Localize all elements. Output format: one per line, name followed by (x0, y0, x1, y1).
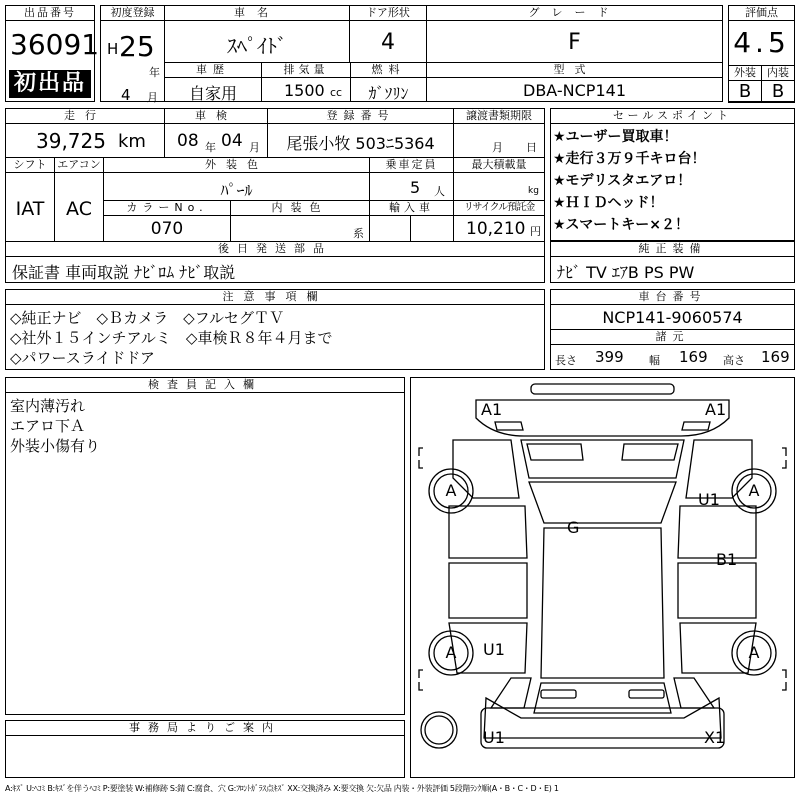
ac-cell (54, 157, 104, 242)
load-cell (453, 157, 545, 201)
ac-value: AC (66, 198, 92, 220)
era: H (107, 40, 119, 58)
sales-point-item: ★モデリスタエアロ！ (553, 173, 692, 189)
height-value: 169 (761, 348, 790, 366)
fuel-label: 燃料 (350, 62, 427, 78)
displacement-value: 1500 (284, 81, 325, 100)
fuel-value: ｶﾞｿﾘﾝ (368, 84, 409, 103)
door-block (349, 5, 427, 63)
score-value: 4.5 (733, 26, 790, 59)
inspection-month: 04 (221, 131, 243, 151)
registration-cell (267, 108, 454, 158)
length-value: 399 (595, 348, 624, 366)
model-value: DBA-NCP141 (523, 81, 626, 100)
inspector-line: エアロ下Ａ (10, 417, 86, 435)
import-subcell (410, 215, 454, 242)
capacity-label: 乗車定員 (369, 157, 454, 173)
width-label: 幅 (649, 354, 660, 367)
shift-cell (5, 157, 55, 242)
sales-points-block (550, 108, 795, 241)
sales-points-title: セールスポイント (550, 108, 795, 124)
inspection-year-unit: 年 (205, 141, 216, 154)
recycle-unit: 円 (530, 225, 541, 238)
score-block (728, 5, 795, 102)
door-label: ドア形状 (349, 5, 427, 21)
later-parts-value: 保証書 車両取説 ﾅﾋﾞﾛﾑ ﾅﾋﾞ取説 (12, 263, 236, 282)
footer-legend: A:ｷｽﾞ U:ﾍｺﾐ B:ｷｽﾞを伴うﾍｺﾐ P:要塗装 W:補修跡 S:錆 C:腐食、穴 G:ﾌﾛﾝﾄｶﾞﾗｽ点ｷｽﾞ XX:交換済み X:要交換 欠:欠品 内装・外装評価 5段階ﾗﾝｸ順(A・B・C・D・E) 1 (5, 784, 559, 793)
ext-color-cell (103, 157, 370, 201)
car-outline-diagram (411, 378, 794, 777)
first-reg-month: 4 (121, 86, 131, 104)
grade-label: グレード (426, 5, 723, 21)
registration-number: 尾張小牧 503ﾆ5364 (286, 134, 435, 153)
office-title: 事務局よりご案内 (5, 720, 405, 736)
wheel-mark-front-right: A (748, 481, 760, 500)
first-registration-block (100, 5, 165, 102)
history-cell (164, 62, 262, 102)
mark-u1-right: U1 (698, 490, 720, 509)
mark-u1-bottom: U1 (483, 728, 505, 747)
lot-label: 出品番号 (5, 5, 95, 21)
ac-label: エアコン (54, 157, 104, 173)
mark-b1: B1 (716, 550, 738, 569)
capacity-cell (369, 157, 454, 201)
score-label: 評価点 (728, 5, 795, 21)
mark-g: G (567, 518, 580, 537)
model-cell (426, 62, 723, 102)
note-line: ◇純正ナビ ◇Ｂカメラ ◇フルセグＴＶ (10, 309, 285, 327)
width-value: 169 (679, 348, 708, 366)
equipment-value: ﾅﾋﾞ TV ｴｱB PS PW (557, 263, 695, 282)
recycle-cell (453, 200, 545, 242)
chassis-number: NCP141-9060574 (602, 308, 743, 327)
wheel-mark-front-left: A (445, 481, 457, 500)
interior-grade: B (761, 80, 795, 103)
first-reg-label: 初度登録 (100, 5, 165, 21)
inspection-label: 車検 (164, 108, 268, 124)
mark-a1-right: A1 (705, 400, 727, 419)
ext-color-value: ﾊﾟｰﾙ (220, 181, 253, 200)
grade-block (426, 5, 723, 63)
mileage-label: 走行 (5, 108, 165, 124)
mark-u1-left: U1 (483, 640, 505, 659)
mileage-value: 39,725 (36, 129, 106, 153)
color-no-cell (103, 200, 231, 242)
model-label: 型式 (426, 62, 723, 78)
transfer-cell (453, 108, 545, 158)
import-label: 輸入車 (369, 200, 454, 216)
inspector-title: 検査員記入欄 (5, 377, 405, 393)
equipment-title: 純正装備 (550, 241, 795, 257)
later-parts-label: 後日発送部品 (5, 241, 545, 257)
registration-label: 登録番号 (267, 108, 454, 124)
mileage-unit: km (118, 131, 146, 152)
transfer-label: 譲渡書類期限 (453, 108, 545, 124)
recycle-label: リサイクル預託金 (453, 200, 545, 216)
car-name: ｽﾍﾟｲﾄﾞ (227, 34, 287, 58)
length-label: 長さ (555, 354, 577, 367)
inspection-year: 08 (177, 131, 199, 151)
note-line: ◇社外１５インチアルミ ◇車検Ｒ８年４月まで (10, 329, 333, 347)
recycle-value: 10,210 (466, 219, 526, 239)
transfer-month-unit: 月 (492, 141, 503, 154)
sales-point-item: ★ユーザー買取車！ (553, 129, 678, 145)
capacity-unit: 人 (434, 185, 445, 198)
notes-title: 注意事項欄 (5, 289, 545, 305)
height-label: 高さ (723, 354, 745, 367)
fuel-cell (350, 62, 427, 102)
first-listing-badge: 初出品 (9, 70, 91, 98)
inspection-cell (164, 108, 268, 158)
history-label: 車歴 (164, 62, 262, 78)
inspector-line: 外装小傷有り (10, 437, 101, 455)
import-cell (369, 200, 454, 242)
car-name-label: 車名 (164, 5, 350, 21)
mark-a1-left: A1 (481, 400, 503, 419)
lot-block (5, 5, 100, 102)
exterior-grade: B (728, 80, 762, 103)
int-color-unit: 系 (353, 227, 364, 240)
capacity-value: 5 (410, 178, 421, 197)
load-label: 最大積載量 (453, 157, 545, 173)
car-name-block (164, 5, 350, 63)
int-color-cell (230, 200, 370, 242)
ext-color-label: 外装色 (103, 157, 370, 173)
chassis-title: 車台番号 (550, 289, 795, 305)
wheel-mark-rear-left: A (445, 643, 457, 662)
shift-value: IAT (15, 198, 45, 220)
specs-title: 諸元 (550, 329, 795, 345)
lot-number: 36091 (10, 28, 100, 61)
first-reg-year: 25 (119, 30, 155, 63)
inspector-block (5, 377, 405, 715)
exterior-label: 外装 (728, 65, 762, 81)
mark-x1: X1 (704, 728, 726, 747)
sales-point-item: ★ＨＩＤヘッド！ (553, 195, 664, 211)
history-value: 自家用 (188, 84, 237, 103)
notes-block (5, 289, 545, 370)
sales-point-item: ★スマートキー×２！ (553, 217, 690, 233)
displacement-unit: cc (330, 86, 343, 99)
note-line: ◇パワースライドドア (10, 349, 155, 367)
inspector-line: 室内薄汚れ (10, 397, 86, 415)
int-color-label: 内装色 (230, 200, 370, 216)
door-count: 4 (381, 30, 395, 55)
office-block (5, 720, 405, 778)
shift-label: シフト (5, 157, 55, 173)
transfer-day-unit: 日 (526, 141, 537, 154)
displacement-label: 排気量 (261, 62, 351, 78)
inspection-month-unit: 月 (249, 141, 260, 154)
month-unit: 月 (147, 91, 158, 104)
grade-value: F (568, 30, 581, 55)
chassis-block (550, 289, 795, 370)
year-unit: 年 (149, 66, 160, 79)
sales-point-item: ★走行３万９千キロ台！ (553, 151, 706, 167)
load-unit: kg (528, 186, 539, 196)
interior-label: 内装 (761, 65, 795, 81)
equipment-block (550, 241, 795, 283)
mileage-cell (5, 108, 165, 158)
damage-diagram (410, 377, 795, 778)
later-parts-cell (5, 241, 545, 283)
wheel-mark-rear-right: A (748, 643, 760, 662)
displacement-cell (261, 62, 351, 102)
color-no-value: 070 (150, 219, 184, 239)
color-no-label: カラーNo. (103, 200, 231, 216)
